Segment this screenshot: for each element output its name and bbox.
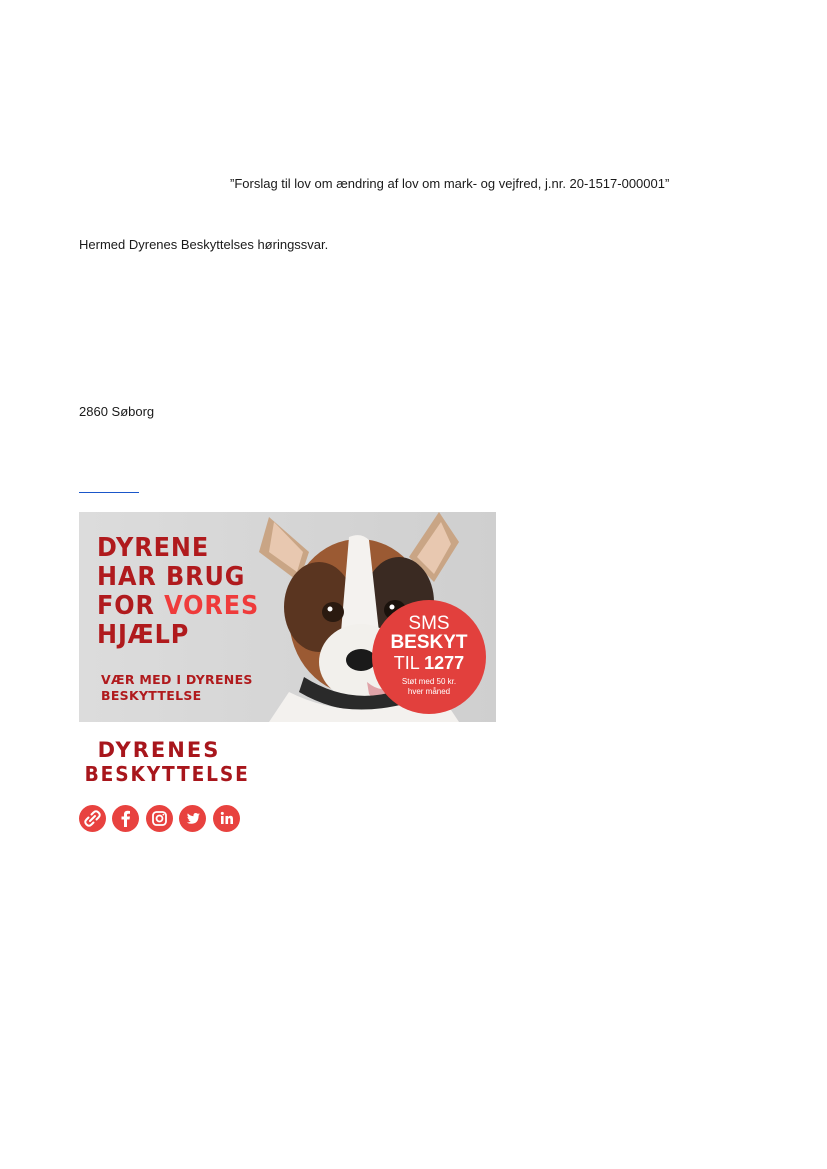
twitter-icon[interactable] xyxy=(179,805,206,832)
email-link[interactable] xyxy=(79,482,139,493)
banner-headline-4: HJÆLP xyxy=(97,620,190,650)
logo-line-2: BESKYTTELSE xyxy=(84,762,250,786)
instagram-icon[interactable] xyxy=(146,805,173,832)
letter-subject: ”Forslag til lov om ændring af lov om mark- og vejfred, j.nr. 20-1517-000001” xyxy=(230,176,670,191)
link-icon[interactable] xyxy=(79,805,106,832)
logo-line-1: DYRENES xyxy=(97,738,221,762)
campaign-banner[interactable] xyxy=(79,512,496,722)
sms-donate-badge xyxy=(372,600,486,714)
badge-note-2: hver måned xyxy=(407,687,451,696)
badge-note-1: Støt med 50 kr. xyxy=(401,677,457,686)
badge-number: 1277 xyxy=(424,653,465,673)
linkedin-icon[interactable] xyxy=(213,805,240,832)
banner-headline-3 xyxy=(97,592,259,621)
organization-logo xyxy=(79,738,250,788)
banner-headline-2: HAR BRUG xyxy=(97,562,246,592)
letter-city: 2860 Søborg xyxy=(79,404,155,419)
banner-headline-1: DYRENE xyxy=(97,533,210,563)
letter-intro: Hermed Dyrenes Beskyttelses høringssvar. xyxy=(79,237,329,252)
banner-headline-3a: FOR xyxy=(97,591,165,621)
facebook-icon[interactable] xyxy=(112,805,139,832)
banner-headline-3b: VORES xyxy=(164,591,260,621)
badge-beskyt: BESKYT xyxy=(390,632,468,653)
banner-subline-2: BESKYTTELSE xyxy=(101,688,202,703)
badge-til xyxy=(372,653,486,673)
badge-til-label: TIL xyxy=(393,653,425,673)
badge-sms: SMS xyxy=(408,613,450,634)
banner-subline-1: VÆR MED I DYRENES xyxy=(101,672,253,687)
